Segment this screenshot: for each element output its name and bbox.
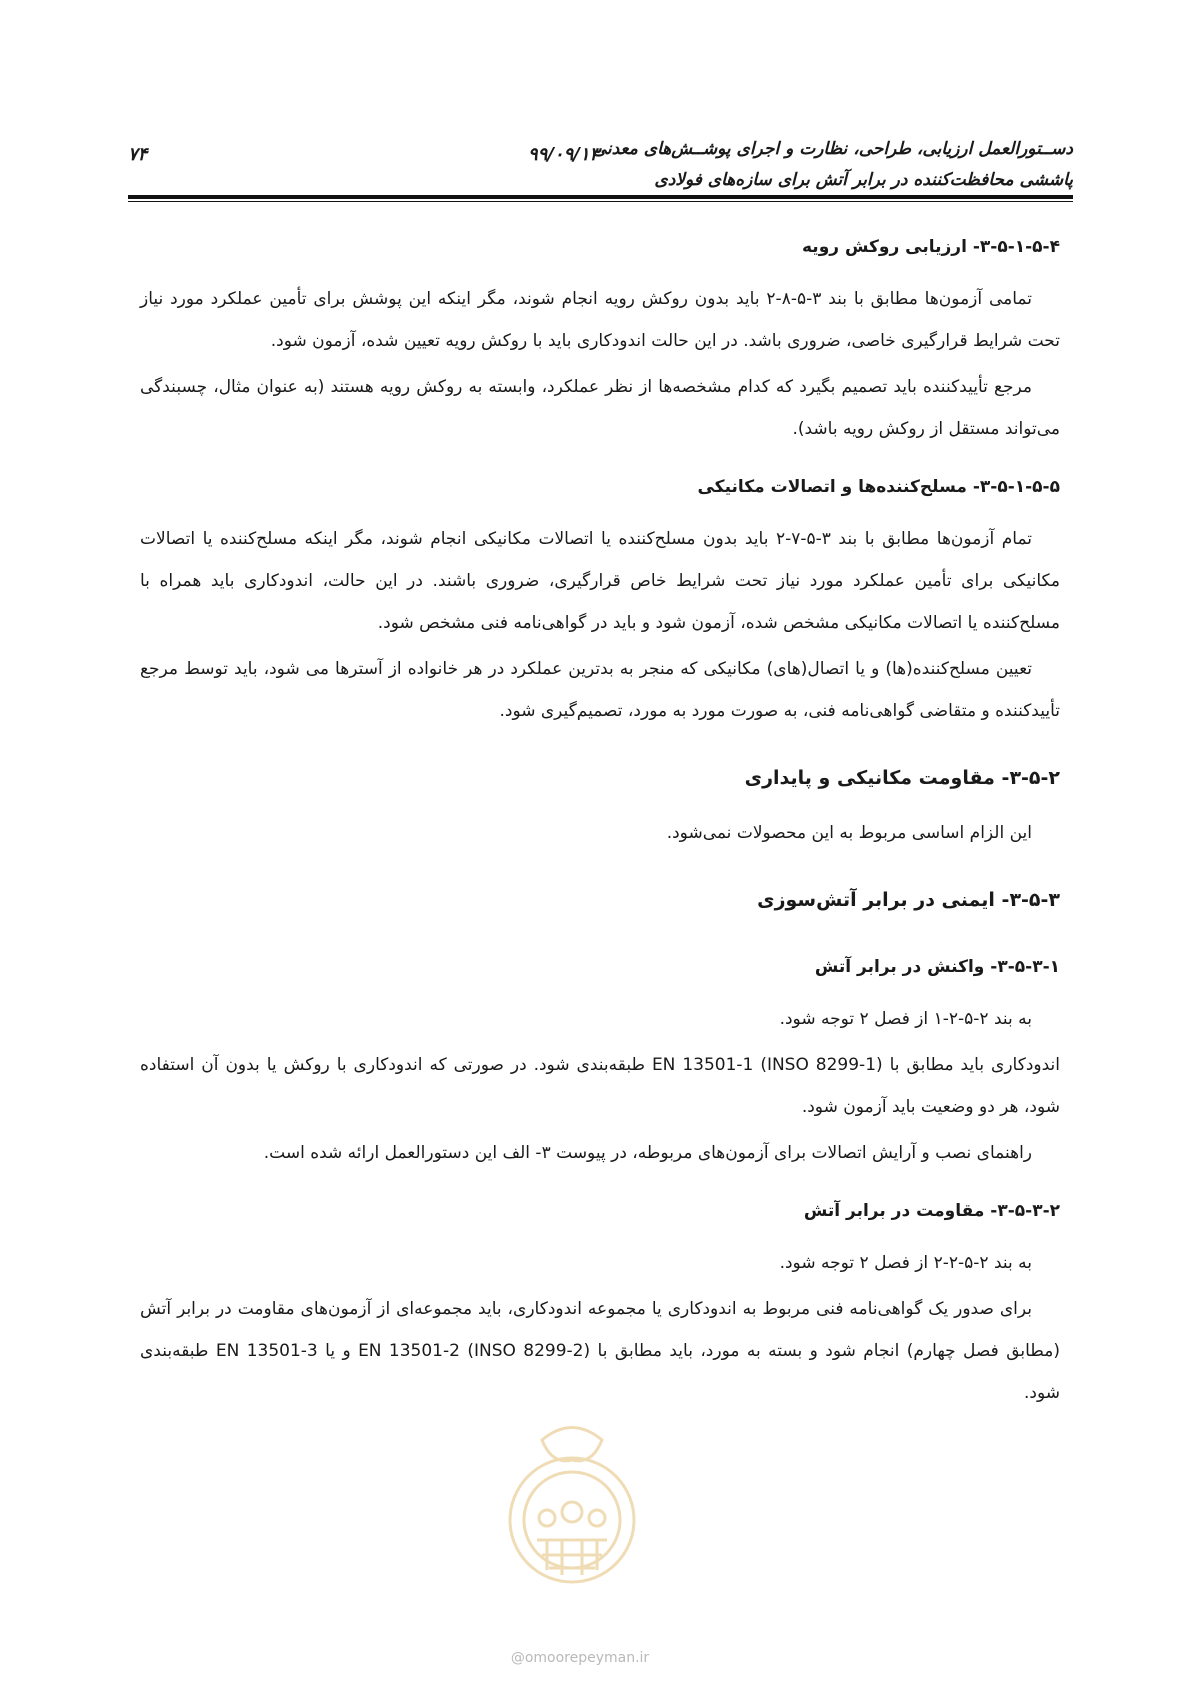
paragraph: این الزام اساسی مربوط به این محصولات نمی‌شود.	[666, 823, 1032, 843]
section-heading-reaction-to-fire: ۳-۵-۳-۱- واکنش در برابر آتش	[814, 957, 1060, 977]
paragraph: به بند ۲-۵-۲-۲ از فصل ۲ توجه شود.	[779, 1253, 1032, 1273]
section-heading-fire-resistance: ۳-۵-۳-۲- مقاومت در برابر آتش	[803, 1201, 1060, 1221]
paragraph: اندودکاری باید مطابق با (INSO 8299-1) EN 13501-1 طبقه‌بندی شود. در صورتی که اندودکاری با روکش یا بدون آن استفاده شود، هر دو وضعیت باید آزمون شود.	[140, 1055, 1060, 1117]
header-title-line2: پاششی محافظت‌کننده در برابر آتش برای سازه‌های فولادی	[654, 170, 1073, 190]
paragraph: به بند ۲-۵-۲-۱ از فصل ۲ توجه شود.	[779, 1009, 1032, 1029]
paragraph: مرجع تأییدکننده باید تصمیم بگیرد که کدام مشخصه‌ها از نظر عملکرد، وابسته به روکش رویه هستند (به عنوان مثال، چسبندگی می‌تواند مستقل از روکش رویه باشد).	[140, 377, 1060, 439]
header-rule-thin	[128, 201, 1073, 202]
paragraph: تمام آزمون‌ها مطابق با بند ۳-۵-۷-۲ باید بدون مسلح‌کننده یا اتصالات مکانیکی انجام شوند، مگر اینکه مسلح‌کننده یا اتصالات مکانیکی برای تأمین عملکرد مورد نیاز تحت شرایط خاص قرارگیری، ضروری باشند. در این حالت، اندودکاری باید همراه با مسلح‌کننده یا اتصالات مکانیکی مشخص شده، آزمون شود و باید در گواهی‌نامه فنی مشخص شود.	[140, 529, 1060, 633]
section-heading-fire-safety: ۳-۵-۳- ایمنی در برابر آتش‌سوزی	[757, 889, 1060, 911]
header-date: ۹۹/۰۹/۱۳	[528, 144, 600, 165]
document-body	[140, 232, 1060, 1418]
section-heading-mechanical-resistance: ۳-۵-۲- مقاومت مکانیکی و پایداری	[744, 767, 1060, 789]
header-title	[553, 134, 1073, 196]
section-heading-reinforcement: ۳-۵-۱-۵-۵- مسلح‌کننده‌ها و اتصالات مکانیکی	[697, 477, 1060, 497]
paragraph: برای صدور یک گواهی‌نامه فنی مربوط به اندودکاری یا مجموعه اندودکاری، باید مجموعه‌ای از آزمون‌های مقاومت در برابر آتش (مطابق فصل چهارم) انجام شود و بسته به مورد، باید مطابق با (INSO 8299-2) EN 13501-2 و یا EN 13501-3 طبقه‌بندی شود.	[140, 1299, 1060, 1403]
header-title-line1: دســتورالعمل ارزیابی، طراحی، نظارت و اجرای پوشــش‌های معدنی	[592, 139, 1073, 159]
paragraph: تعیین مسلح‌کننده(ها) و یا اتصال(های) مکانیکی که منجر به بدترین عملکرد در هر خانواده از آسترها می شود، باید توسط مرجع تأییدکننده و متقاضی گواهی‌نامه فنی، به صورت مورد به مورد، تصمیم‌گیری شود.	[140, 659, 1060, 721]
paragraph: تمامی آزمون‌ها مطابق با بند ۳-۵-۸-۲ باید بدون روکش رویه انجام شوند، مگر اینکه این پوشش برای تأمین عملکرد مورد نیاز تحت شرایط قرارگیری خاصی، ضروری باشد. در این حالت اندودکاری باید با روکش رویه تعیین شده، آزمون شود.	[140, 289, 1060, 351]
page-header	[128, 128, 1073, 190]
page-number: ۷۴	[128, 144, 148, 165]
header-rule-thick	[128, 195, 1073, 199]
paragraph: راهنمای نصب و آرایش اتصالات برای آزمون‌های مربوطه، در پیوست ۳- الف این دستورالعمل ارائه شده است.	[263, 1143, 1032, 1163]
watermark-url: @omoorepeyman.ir	[510, 1650, 650, 1666]
section-heading-roof-coating: ۳-۵-۱-۵-۴- ارزیابی روکش رویه	[802, 237, 1060, 257]
watermark-logo-icon	[497, 1420, 647, 1595]
